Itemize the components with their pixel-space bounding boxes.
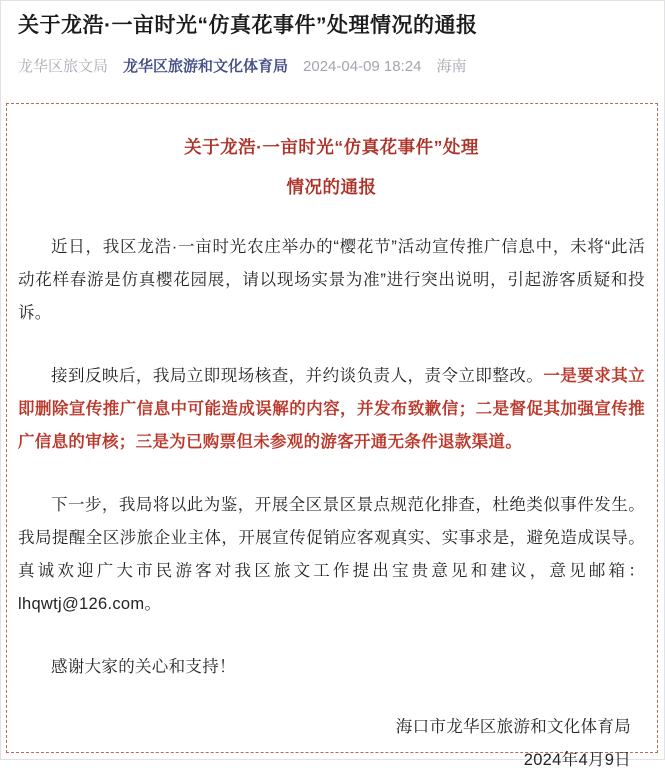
signature-block <box>18 711 645 777</box>
notice-title-line1: 关于龙浩·一亩时光“仿真花事件”处理 <box>184 137 479 157</box>
paragraph-thanks: 感谢大家的关心和支持！ <box>51 658 236 676</box>
notice-title <box>18 127 645 207</box>
article-meta <box>18 55 648 76</box>
paragraph-incident: 近日，我区龙浩·一亩时光农庄举办的“樱花节”活动宣传推广信息中，未将“此活动花样春游是仿真樱花园展，请以现场实景为准”进行突出说明，引起游客质疑和投诉。 <box>18 238 645 322</box>
paragraph-measures <box>18 360 645 459</box>
meta-source-tag: 龙华区旅文局 <box>18 58 109 75</box>
meta-location: 海南 <box>436 58 467 75</box>
signature-org: 海口市龙华区旅游和文化体育局 <box>395 718 631 736</box>
paragraph-next-steps: 下一步，我局将以此为鉴，开展全区景区景点规范化排查，杜绝类似事件发生。我局提醒全区涉旅企业主体，开展宣传促销应客观真实、实事求是，避免造成误导。真诚欢迎广大市民游客对我区旅文工作提出宝贵意见和建议，意见邮箱：lhqwtj@126.com。 <box>18 496 645 613</box>
page-title: 关于龙浩·一亩时光“仿真花事件”处理情况的通报 <box>18 14 478 37</box>
meta-timestamp: 2024-04-09 18:24 <box>303 58 422 75</box>
meta-author-link[interactable]: 龙华区旅游和文化体育局 <box>123 58 289 75</box>
article-header <box>1 1 664 76</box>
paragraph-measures-highlight: 一是要求其立即删除宣传推广信息中可能造成误解的内容，并发布致歉信；二是督促其加强宣传推广信息的审核；三是为已购票但未参观的游客开通无条件退款渠道。 <box>18 367 645 451</box>
paragraph-measures-intro: 接到反映后，我局立即现场核查，并约谈负责人，责令立即整改。 <box>51 367 544 385</box>
notice-bordered-box <box>6 103 658 769</box>
signature-date: 2024年4月9日 <box>523 751 631 769</box>
notice-body <box>18 231 645 684</box>
notice-title-line2: 情况的通报 <box>286 177 377 197</box>
